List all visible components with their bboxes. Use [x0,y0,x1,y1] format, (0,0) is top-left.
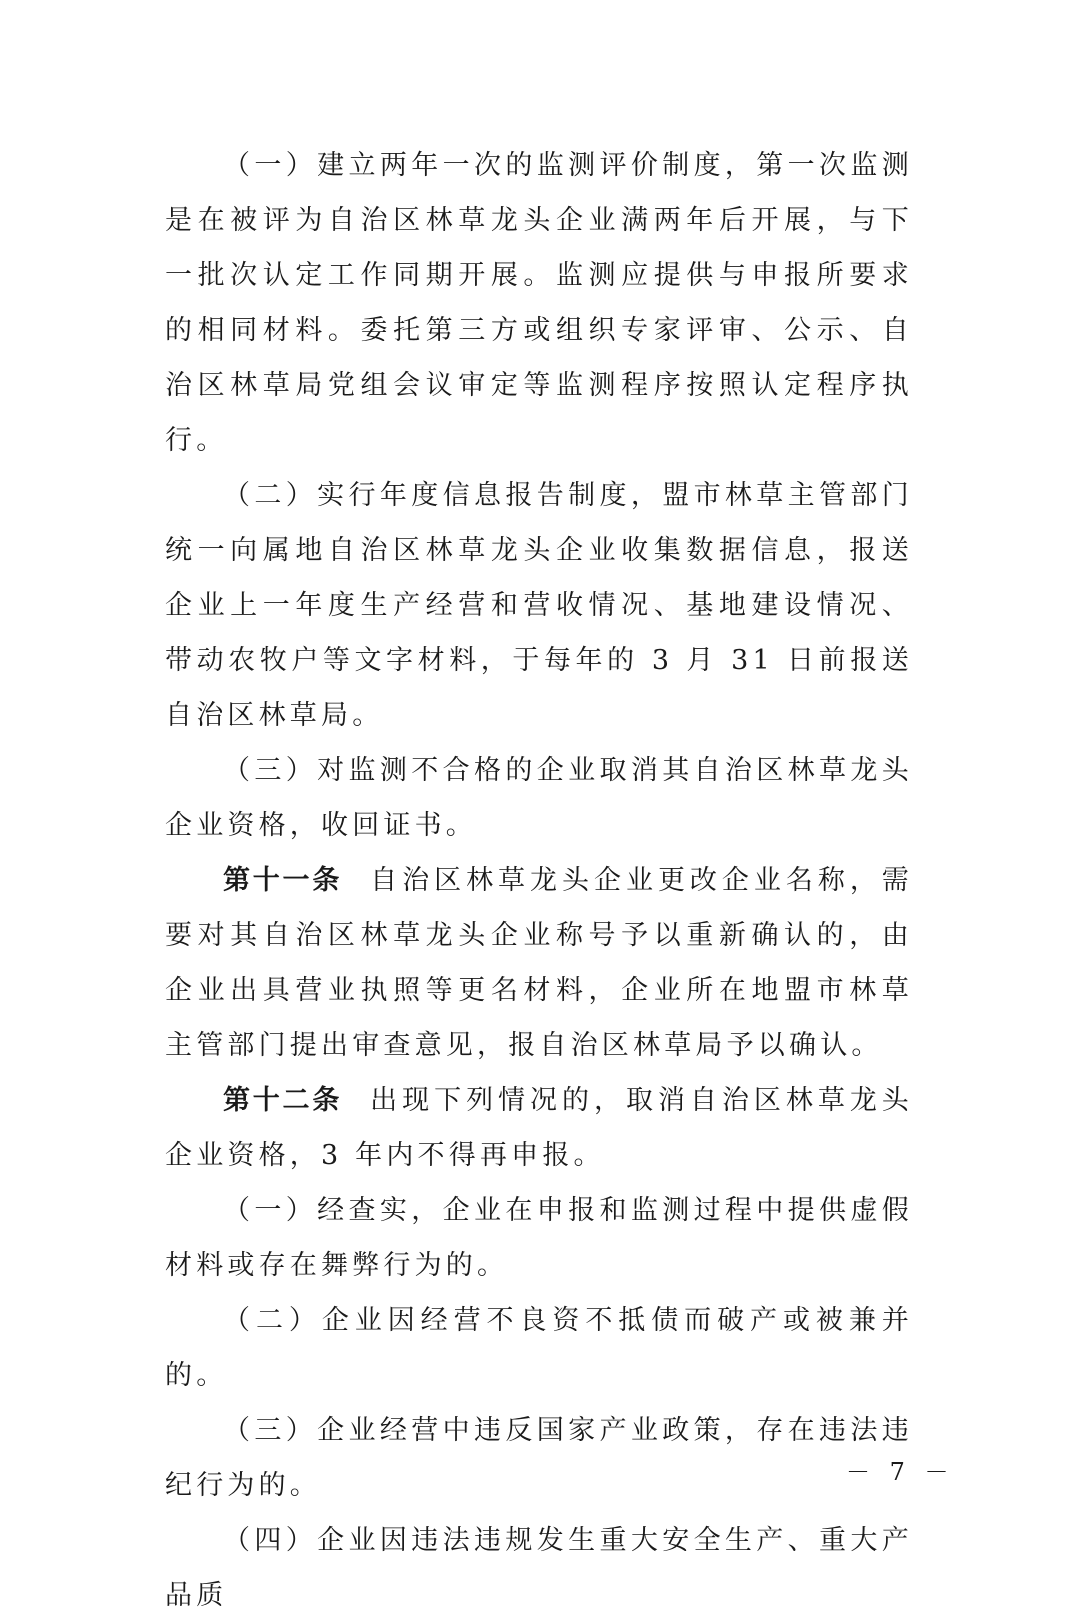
paragraph-text: （一）经查实，企业在申报和监测过程中提供虚假材料或存在舞弊行为的。 [165,1195,913,1281]
paragraph-monitoring-1 [165,138,913,468]
article-heading: 第十一条 [223,865,343,896]
paragraph-revocation-2 [165,1293,913,1403]
paragraph-text: （四）企业因违法违规发生重大安全生产、重大产品质 [165,1525,913,1611]
paragraph-revocation-4 [165,1513,913,1623]
paragraph-text: （一）建立两年一次的监测评价制度，第一次监测是在被评为自治区林草龙头企业满两年后开展，与下一批次认定工作同期开展。监测应提供与申报所要求的相同材料。委托第三方或组织专家评审、公示、自治区林草局党组会议审定等监测程序按照认定程序执行。 [165,150,913,456]
paragraph-text: （二）实行年度信息报告制度，盟市林草主管部门统一向属地自治区林草龙头企业收集数据信息，报送企业上一年度生产经营和营收情况、基地建设情况、带动农牧户等文字材料，于每年的 3 月 31 日前报送自治区林草局。 [165,480,913,731]
paragraph-revocation-3 [165,1403,913,1513]
paragraph-text: （三）企业经营中违反国家产业政策，存在违法违纪行为的。 [165,1415,913,1501]
paragraph-text: （三）对监测不合格的企业取消其自治区林草龙头企业资格，收回证书。 [165,755,913,841]
page-number: － 7 － [846,1458,955,1486]
paragraph-monitoring-2 [165,468,913,743]
paragraph-text: （二）企业因经营不良资不抵债而破产或被兼并的。 [165,1305,913,1391]
paragraph-text: 出现下列情况的，取消自治区林草龙头企业资格，3 年内不得再申报。 [165,1085,913,1171]
paragraph-monitoring-3 [165,743,913,853]
article-heading: 第十二条 [223,1085,343,1116]
paragraph-text: 自治区林草龙头企业更改企业名称，需要对其自治区林草龙头企业称号予以重新确认的，由企业出具营业执照等更名材料，企业所在地盟市林草主管部门提出审查意见，报自治区林草局予以确认。 [165,865,913,1061]
article-11 [165,853,913,1073]
article-12 [165,1073,913,1183]
document-body [165,138,913,1623]
paragraph-revocation-1 [165,1183,913,1293]
